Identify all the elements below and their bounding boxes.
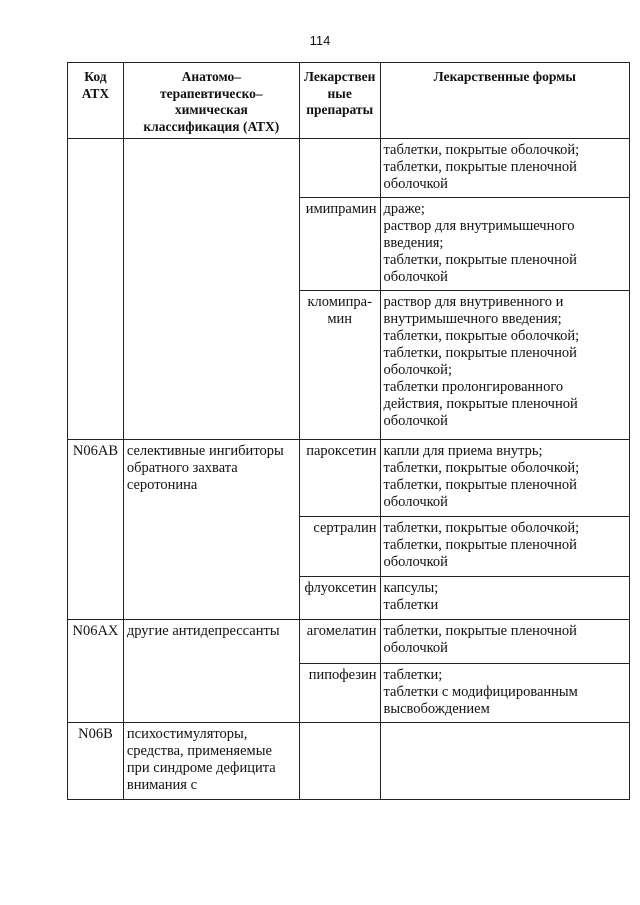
cell-drug: флуоксетин bbox=[299, 577, 380, 620]
cell-code: N06AX bbox=[68, 620, 124, 723]
cell-forms: таблетки, покрытые пленочной оболочкой bbox=[380, 620, 629, 664]
cell-drug: пароксетин bbox=[299, 440, 380, 517]
cell-forms: драже; раствор для внутримышечного введения; таблетки, покрытые пленочной оболочкой bbox=[380, 198, 629, 291]
header-drugs: Лекарствен ные препараты bbox=[299, 63, 380, 139]
cell-drug: пипофезин bbox=[299, 664, 380, 723]
cell-forms: раствор для внутривенного и внутримышечного введения; таблетки, покрытые оболочкой; таблетки, покрытые пленочной оболочкой; таблетки пролонгированного действия, покрытые пленочной оболочкой bbox=[380, 291, 629, 440]
cell-drug: агомелатин bbox=[299, 620, 380, 664]
cell-drug bbox=[299, 723, 380, 800]
table-row bbox=[68, 139, 630, 198]
cell-forms: капсулы; таблетки bbox=[380, 577, 629, 620]
table-header-row bbox=[68, 63, 630, 139]
header-code: Код АТХ bbox=[68, 63, 124, 139]
cell-code: N06B bbox=[68, 723, 124, 800]
atc-table bbox=[67, 62, 630, 800]
cell-classification: психостимуляторы, средства, применяемые при синдроме дефицита внимания с bbox=[123, 723, 299, 800]
cell-classification bbox=[123, 139, 299, 440]
cell-drug: кломипра- мин bbox=[299, 291, 380, 440]
table-row bbox=[68, 620, 630, 664]
cell-forms: капли для приема внутрь; таблетки, покрытые оболочкой; таблетки, покрытые пленочной оболочкой bbox=[380, 440, 629, 517]
cell-forms bbox=[380, 723, 629, 800]
cell-code bbox=[68, 139, 124, 440]
cell-drug bbox=[299, 139, 380, 198]
page-number: 114 bbox=[309, 33, 331, 48]
cell-forms: таблетки; таблетки с модифицированным высвобождением bbox=[380, 664, 629, 723]
table-row bbox=[68, 723, 630, 800]
header-classification: Анатомо– терапевтическо– химическая классификация (АТХ) bbox=[123, 63, 299, 139]
cell-drug: сертралин bbox=[299, 517, 380, 577]
table-row bbox=[68, 440, 630, 517]
header-forms: Лекарственные формы bbox=[380, 63, 629, 139]
cell-forms: таблетки, покрытые оболочкой; таблетки, покрытые пленочной оболочкой bbox=[380, 517, 629, 577]
cell-drug: имипрамин bbox=[299, 198, 380, 291]
cell-classification: селективные ингибиторы обратного захвата серотонина bbox=[123, 440, 299, 620]
cell-code: N06AB bbox=[68, 440, 124, 620]
cell-forms: таблетки, покрытые оболочкой; таблетки, покрытые пленочной оболочкой bbox=[380, 139, 629, 198]
cell-classification: другие антидепрессанты bbox=[123, 620, 299, 723]
